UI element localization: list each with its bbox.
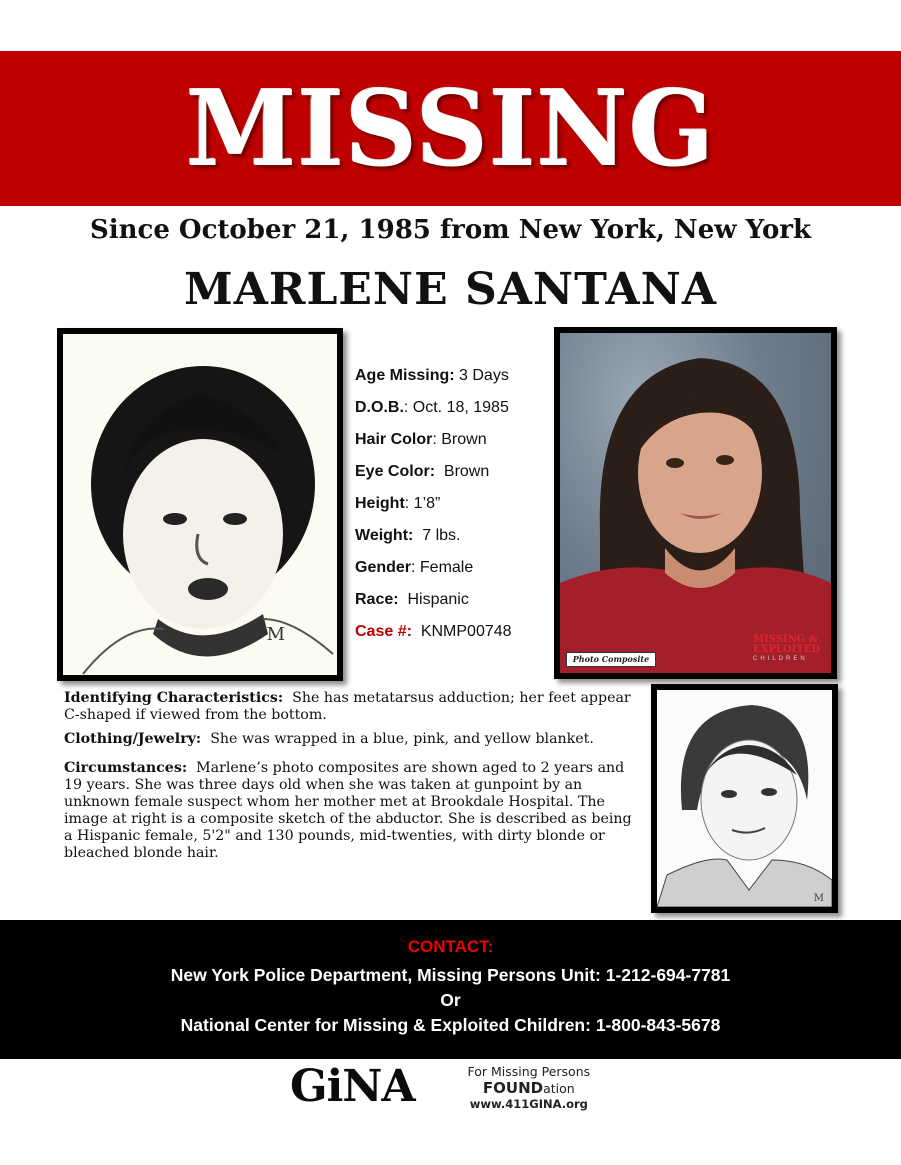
child-sketch-image [63, 334, 337, 675]
fact-age-missing: Age Missing: 3 Days [355, 367, 509, 384]
artist-monogram: M [813, 893, 824, 904]
missing-person-name: MARLENE SANTANA [184, 264, 717, 315]
contact-nypd: New York Police Department, Missing Persons Unit: 1-212-694-7781 [170, 965, 731, 985]
fact-hair-color: Hair Color: Brown [355, 431, 487, 448]
ncmec-watermark: MISSING & EXPLOITED CHILDREN [753, 634, 821, 662]
photo-composite-label: Photo Composite [566, 652, 656, 667]
fact-eye-color: Eye Color: Brown [355, 463, 490, 480]
contact-ncmec: National Center for Missing & Exploited Children: 1-800-843-5678 [180, 1015, 721, 1035]
fact-height: Height: 1’8” [355, 495, 441, 512]
gina-footer [290, 1062, 635, 1112]
case-details [64, 690, 644, 869]
contact-or: Or [440, 990, 461, 1010]
missing-since-line: Since October 21, 1985 from New York, New York [89, 215, 812, 245]
circumstances: Circumstances: Marlene’s photo composites are shown aged to 2 years and 19 years. She was three days old when she was taken at gunpoint by an unknown female suspect whom her mother met at Brookdale Hospital. The image at right is a composite sketch of the abductor. She is described as being a Hispanic female, 5'2" and 130 pounds, mid-twenties, with dirty blonde or bleached blonde hair. [64, 760, 632, 861]
age-progression-frame [554, 327, 837, 679]
abductor-sketch-image [657, 690, 832, 907]
banner-title: MISSING [185, 66, 716, 190]
artist-monogram: M [266, 624, 285, 645]
contact-title: CONTACT: [407, 937, 494, 956]
child-portrait-illustration [63, 334, 337, 675]
gina-text [423, 1064, 635, 1111]
child-sketch-frame [57, 328, 343, 681]
age-progression-image [560, 333, 831, 673]
abductor-sketch-frame [651, 684, 838, 913]
gina-tagline: For Missing Persons FOUNDation [467, 1063, 591, 1097]
gina-website-link[interactable]: www.411GINA.org [469, 1096, 588, 1111]
fact-race: Race: Hispanic [355, 591, 469, 608]
identifying-characteristics: Identifying Characteristics: She has metatarsus adduction; her feet appear C-shaped if viewed from the bottom. [64, 690, 631, 723]
fact-gender: Gender: Female [355, 559, 474, 576]
fact-dob: D.O.B.: Oct. 18, 1985 [355, 399, 509, 416]
clothing-jewelry: Clothing/Jewelry: She was wrapped in a blue, pink, and yellow blanket. [64, 731, 594, 747]
fact-weight: Weight: 7 lbs. [355, 527, 461, 544]
gina-logo: GiNA [290, 1061, 415, 1112]
fact-case-number: Case #: KNMP00748 [355, 623, 512, 640]
vital-facts-list [355, 360, 545, 648]
contact-box [0, 920, 901, 1059]
abductor-portrait-illustration [657, 690, 832, 907]
adult-portrait-illustration [560, 333, 831, 673]
missing-banner [0, 51, 901, 206]
